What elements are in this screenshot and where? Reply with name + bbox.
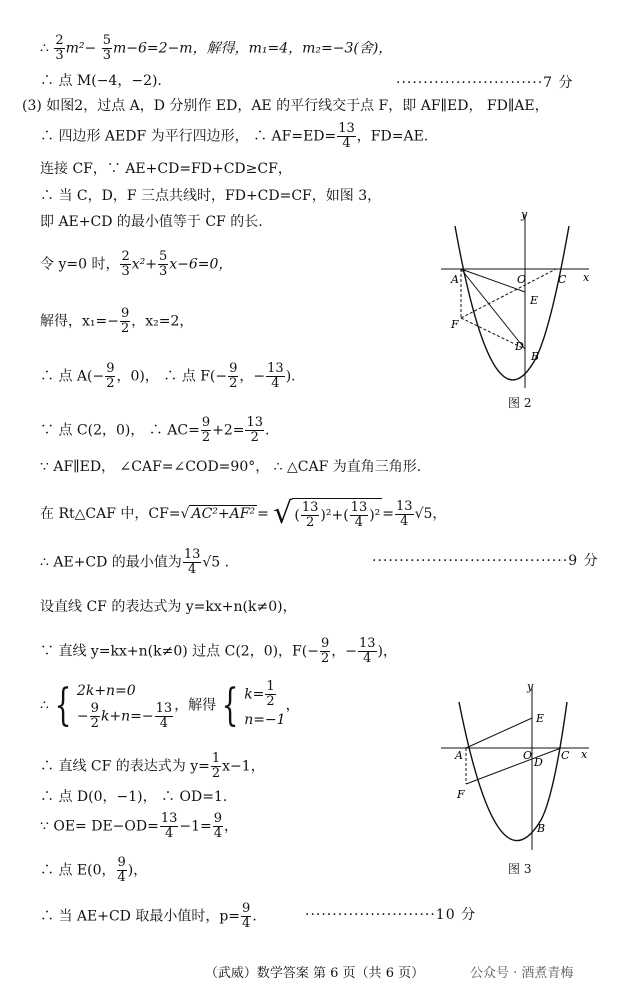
label-d: D (534, 756, 543, 769)
score-10: ························10 分 (305, 907, 477, 923)
cf-length-line: 在 Rt△CAF 中，CF=√ AC²+AF² = √( $\frac{13}{2}$ )²+( $\frac{13}{4}$ )²= $\frac{13}{4}$ √5， (40, 496, 447, 531)
cf-expression-line: ∴ 直线 CF 的表达式为 y= $\frac{1}{2}$ x−1， (40, 751, 265, 781)
system-equations-line: ∴ { 2k+n=0 − $\frac{9}{2}$ k+n=− $\frac{13}{4}$ ，解得 { k= $\frac{1}{2}$ n=−1 ， (40, 679, 300, 731)
fraction: $\frac{13}{4}$ (358, 636, 376, 666)
min-value-line: 即 AE+CD 的最小值等于 CF 的长. (40, 214, 263, 230)
text: ∴ (40, 40, 49, 57)
final-answer-line: ∴ 当 AE+CD 取最小值时，p= $\frac{9}{4}$ . (40, 901, 257, 931)
fraction: $\frac{9}{2}$ (106, 361, 115, 391)
label-e: E (536, 712, 545, 725)
label-d: D (515, 340, 524, 353)
fraction: $\frac{13}{4}$ (338, 121, 355, 151)
fraction: $\frac{9}{2}$ (229, 361, 238, 391)
right-triangle-line: ∵ AF∥ED， ∠CAF=∠COD=90°， ∴ △CAF 为直角三角形. (40, 459, 422, 475)
fraction: $\frac{5}{3}$ (102, 33, 112, 63)
label-f: F (451, 318, 459, 331)
point-d-line: ∴ 点 D(0，−1)， ∴ OD=1. (40, 789, 228, 805)
label-a: A (451, 273, 459, 286)
fraction: $\frac{1}{2}$ (211, 751, 221, 781)
cf-expression-intro: 设直线 CF 的表达式为 y=kx+n(k≠0)， (40, 599, 297, 615)
eq-line-1 (40, 34, 392, 63)
segment-fc (466, 748, 561, 784)
line-through-points: ∵ 直线 y=kx+n(k≠0) 过点 C(2，0)，F(− $\frac{9}{2}$ ，− $\frac{13}{4}$ )， (40, 636, 397, 666)
point-e-line: ∴ 点 E(0， $\frac{9}{4}$ )， (40, 855, 148, 885)
parallelogram-line: ∴ 四边形 AEDF 为平行四边形， ∴ AF=ED= $\frac{13}{4}$ ，FD=AE. (40, 121, 429, 151)
fraction: $\frac{9}{4}$ (213, 811, 223, 841)
fraction: $\frac{13}{4}$ (396, 498, 413, 529)
label-y: y (527, 680, 534, 693)
part3-intro: (3) 如图2，过点 A，D 分别作 ED，AE 的平行线交于点 F，即 AF∥ED， FD∥AE， (22, 98, 549, 114)
point-m-line: ∴ 点 M(−4，−2). (40, 73, 162, 89)
fraction: $\frac{9}{4}$ (117, 855, 126, 885)
fraction: $\frac{2}{3}$ (121, 249, 130, 279)
points-af-line: ∴ 点 A(− $\frac{9}{2}$ ，0)， ∴ 点 F(− $\frac{9}{2}$ ，− $\frac{13}{4}$ ). (40, 361, 296, 391)
score-7: ···························7 分 (396, 75, 574, 91)
parabola (455, 226, 569, 380)
label-x: x (581, 748, 588, 761)
watermark: 公众号 · 酒煮青梅 (470, 966, 574, 981)
roots-line: 解得，x₁=− $\frac{9}{2}$ ，x₂=2， (40, 306, 194, 336)
score-9: ····································9 分 (372, 553, 599, 569)
label-b: B (537, 822, 546, 835)
page-footer: （武威）数学答案 第 6 页（共 6 页） (204, 966, 425, 981)
oe-line: ∵ OE= DE−OD= $\frac{13}{4}$ −1= $\frac{9}{4}$ ， (40, 811, 239, 841)
parabola (459, 702, 567, 841)
quadratic-line: 令 y=0 时， $\frac{2}{3}$ x²+ $\frac{5}{3}$ x−6=0， (40, 249, 233, 279)
fraction: $\frac{13}{4}$ (160, 811, 178, 841)
label-o: O (517, 273, 527, 286)
fraction: $\frac{9}{2}$ (320, 636, 330, 666)
segment-fc (461, 269, 556, 318)
figure-2 (437, 208, 597, 394)
figure-2-caption: 图 2 (508, 396, 532, 410)
ac-line: ∵ 点 C(2，0)， ∴ AC= $\frac{9}{2}$ +2= $\frac{13}{2}$ . (40, 415, 270, 445)
text: m²− (65, 40, 97, 57)
label-x: x (583, 271, 590, 284)
figure-3-caption: 图 3 (508, 862, 532, 876)
label-f: F (457, 788, 465, 801)
label-b: B (531, 350, 540, 363)
collinear-line: ∴ 当 C，D，F 三点共线时，FD+CD=CF，如图 3， (40, 188, 382, 204)
label-c: C (561, 749, 570, 762)
label-c: C (558, 273, 567, 286)
fraction: $\frac{5}{3}$ (158, 249, 168, 279)
label-e: E (530, 294, 539, 307)
fraction: $\frac{13}{2}$ (246, 415, 264, 445)
label-y: y (521, 208, 528, 221)
min-result-line: ∴ AE+CD 的最小值为 $\frac{13}{4}$ √5 . (40, 547, 230, 577)
text: m−6=2−m，解得，m₁=4，m₂=−3(舍)， (113, 40, 393, 57)
figure-3 (437, 680, 597, 856)
connect-cf-line: 连接 CF，∵ AE+CD=FD+CD≥CF， (40, 161, 292, 177)
fraction: $\frac{2}{3}$ (55, 33, 64, 63)
fraction: $\frac{13}{4}$ (183, 547, 201, 577)
fraction: $\frac{9}{2}$ (201, 415, 211, 445)
segment-ae (466, 718, 532, 748)
label-o: O (523, 749, 533, 762)
label-a: A (455, 749, 463, 762)
fraction: $\frac{13}{4}$ (267, 361, 284, 391)
fraction: $\frac{9}{4}$ (242, 901, 251, 931)
fraction: $\frac{9}{2}$ (120, 306, 130, 336)
